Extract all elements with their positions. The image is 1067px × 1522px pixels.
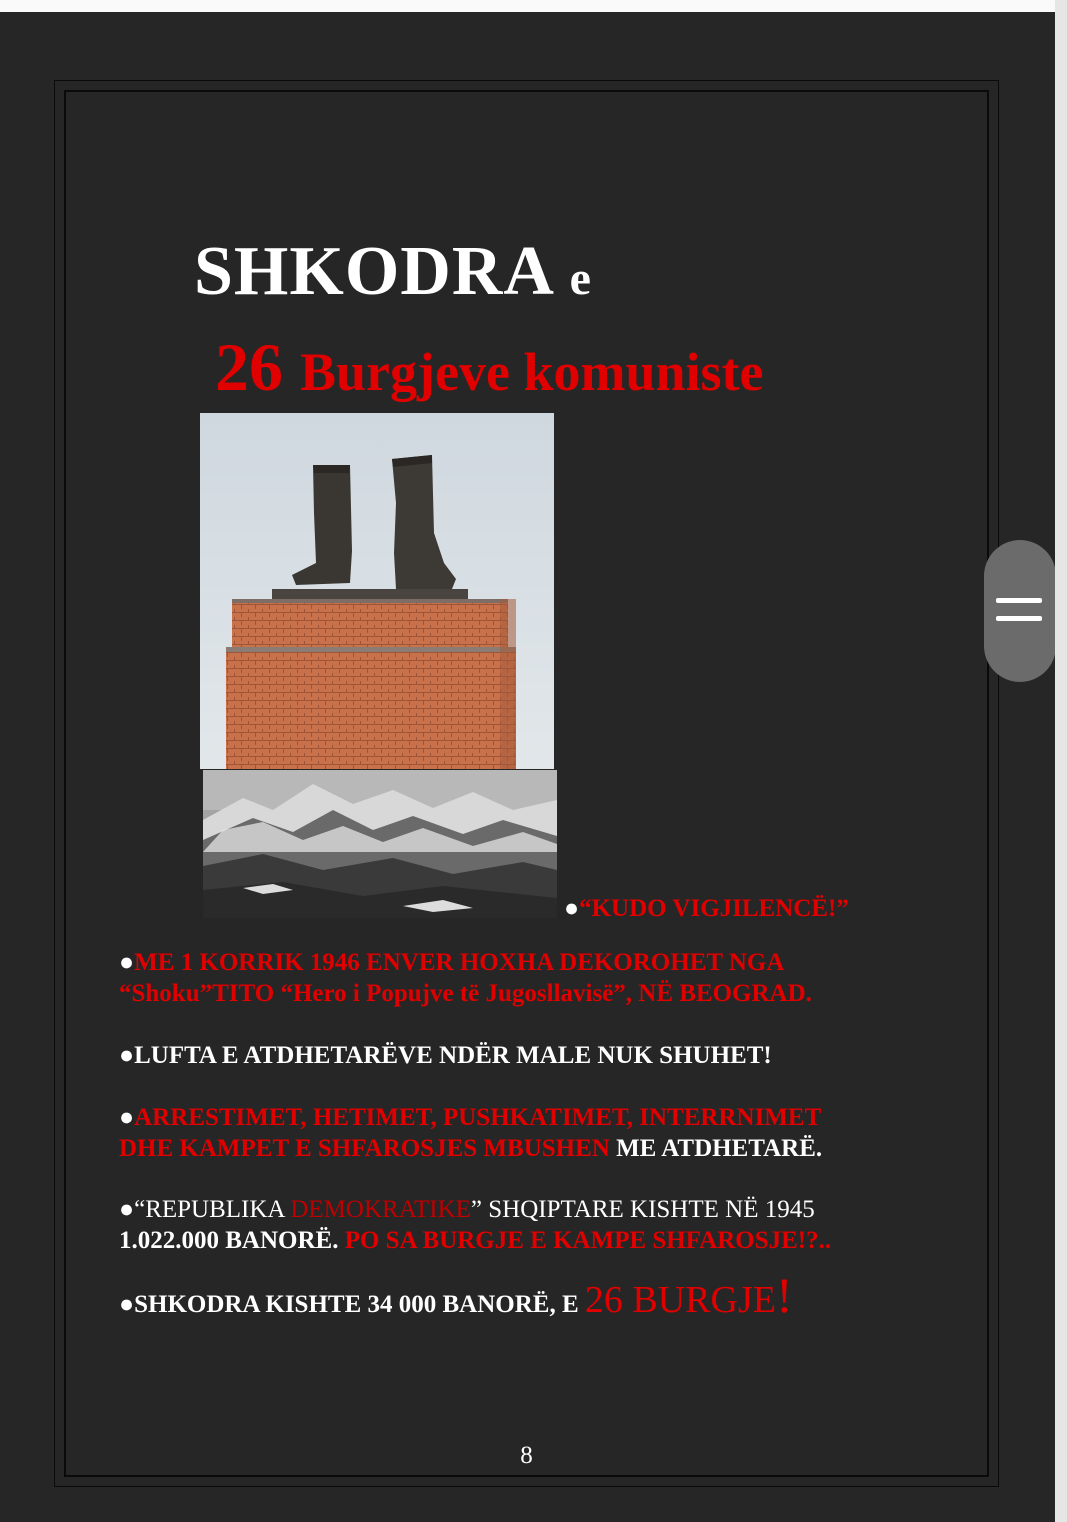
shkodra-26-burgje: 26 BURGJE xyxy=(584,1279,776,1321)
document-viewer[interactable] xyxy=(0,12,1055,1522)
shkodra-exclamation: ! xyxy=(775,1267,793,1323)
paragraph-arrestimet-line2: DHE KAMPET E SHFAROSJES MBUSHEN xyxy=(119,1135,610,1162)
paragraph-arrestimet-line1: ARRESTIMET, HETIMET, PUSHKATIMET, INTERRNIMET xyxy=(134,1104,822,1131)
subtitle-number: 26 xyxy=(215,329,283,405)
republika-a: “REPUBLIKA xyxy=(134,1196,291,1223)
paragraph-tito-line2: “Shoku”TITO “Hero i Popujve të Jugosllavisë”, NË BEOGRAD. xyxy=(119,980,812,1007)
paragraph-tito-line1: ME 1 KORRIK 1946 ENVER HOXHA DEKOROHET NGA xyxy=(134,949,785,976)
paragraph-arrestimet-end: ME ATDHETARË. xyxy=(609,1135,823,1162)
handle-line-top xyxy=(996,598,1042,603)
title-e: e xyxy=(569,252,592,305)
mountains-image xyxy=(203,770,557,918)
title-main: SHKODRA xyxy=(194,233,552,310)
bullet: ● xyxy=(119,949,135,976)
statue-image xyxy=(200,413,554,769)
bullet: ● xyxy=(119,1042,135,1069)
shkodra-text: SHKODRA KISHTE 34 000 BANORË, E xyxy=(134,1291,585,1318)
paragraph-lufta-text: LUFTA E ATDHETARËVE NDËR MALE NUK SHUHET! xyxy=(134,1042,772,1069)
scroll-handle-icon[interactable] xyxy=(984,540,1056,682)
paragraph-shkodra xyxy=(119,1267,793,1323)
paragraph-tito xyxy=(119,947,812,1009)
slogan-text: “KUDO VIGJILENCË!” xyxy=(579,895,849,922)
document-page xyxy=(54,80,999,1487)
paragraph-arrestimet xyxy=(119,1102,822,1164)
republika-question: PO SA BURGJE E KAMPE SHFAROSJE!?.. xyxy=(338,1227,832,1254)
republika-c: ” SHQIPTARE KISHTE NË 1945 xyxy=(470,1196,815,1223)
handle-line-bottom xyxy=(996,616,1042,621)
page-number: 8 xyxy=(520,1442,533,1469)
page-title xyxy=(194,232,592,312)
slogan-line xyxy=(564,895,849,923)
bullet: ● xyxy=(564,895,580,922)
bullet: ● xyxy=(119,1104,135,1131)
paragraph-republika xyxy=(119,1194,831,1256)
bullet: ● xyxy=(119,1196,135,1223)
subtitle-text: Burgjeve komuniste xyxy=(300,342,764,402)
paragraph-lufta xyxy=(119,1040,772,1071)
page-border xyxy=(64,90,989,1477)
republika-banore: 1.022.000 BANORË. xyxy=(119,1227,339,1254)
window-edge xyxy=(1055,0,1067,1522)
page-subtitle xyxy=(215,328,763,407)
bullet: ● xyxy=(119,1291,135,1318)
republika-demokratike: DEMOKRATIKE xyxy=(290,1196,471,1223)
